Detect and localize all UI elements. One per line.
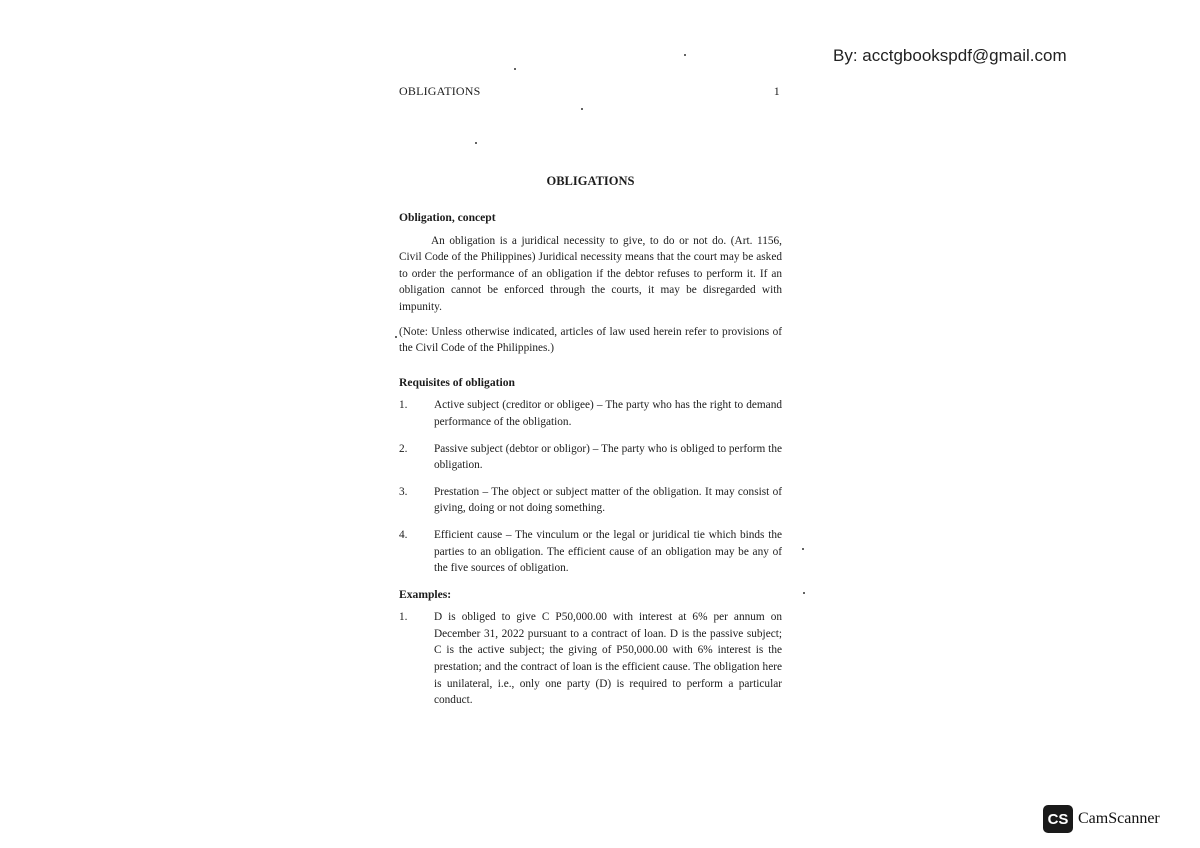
- scan-speck: [684, 54, 686, 56]
- list-item-number: 3.: [399, 485, 408, 498]
- document-page: [399, 84, 782, 707]
- list-item-number: 2.: [399, 442, 408, 455]
- scan-speck: [803, 592, 805, 594]
- scan-speck: [395, 336, 397, 338]
- list-item-number: 4.: [399, 528, 408, 541]
- list-item: [399, 609, 782, 709]
- list-item: [399, 527, 782, 577]
- chapter-title: OBLIGATIONS: [546, 174, 635, 188]
- camscanner-logo-icon: CS: [1043, 805, 1073, 833]
- document-body: [399, 210, 782, 719]
- list-item: [399, 441, 782, 474]
- list-item-text: Efficient cause – The vinculum or the legal or juridical tie which binds the parties to an obligation. The efficient cause of an obligation may be any of the five sources of obligation.: [434, 528, 782, 575]
- list-item-text: Active subject (creditor or obligee) – The party who has the right to demand performance of the obligation.: [434, 399, 782, 428]
- list-item: [399, 484, 782, 517]
- requisites-list: [399, 397, 782, 576]
- note-paragraph: (Note: Unless otherwise indicated, articles of law used herein refer to provisions of the Civil Code of the Philippines.): [399, 325, 782, 355]
- requisites-heading: Requisites of obligation: [399, 375, 515, 389]
- concept-paragraph: An obligation is a juridical necessity to give, to do or not do. (Art. 1156, Civil Code of the Philippines) Juridical necessity means that the court may be asked to order the performance of an obligation if the debtor refuses to perform it. If an obligation cannot be enforced through the courts, it may be disregarded with impunity.: [399, 234, 782, 313]
- scan-speck: [581, 108, 583, 110]
- list-item-text: Prestation – The object or subject matter of the obligation. It may consist of giving, doing or not doing something.: [434, 485, 782, 515]
- scan-speck: [802, 548, 804, 550]
- list-item-text: D is obliged to give C P50,000.00 with interest at 6% per annum on December 31, 2022 pursuant to a contract of loan. D is the passive subject; C is the active subject; the giving of P50,000.00 with 6% interest is the prestation; and the contract of loan is the efficient cause. The obligation here is unilateral, i.e., only one party (D) is required to perform a particular conduct.: [434, 611, 782, 707]
- scan-speck: [475, 142, 477, 144]
- concept-heading: Obligation, concept: [399, 211, 496, 224]
- list-item-text: Passive subject (debtor or obligor) – The party who is obliged to perform the obligation.: [434, 442, 782, 472]
- scan-speck: [514, 68, 516, 70]
- list-item-number: 1.: [399, 399, 408, 412]
- examples-list: [399, 609, 782, 709]
- page-number: 1: [773, 84, 780, 98]
- list-item: [399, 397, 782, 430]
- camscanner-label: CamScanner: [1078, 810, 1160, 827]
- camscanner-badge: [1043, 804, 1160, 834]
- examples-heading: Examples:: [399, 587, 452, 601]
- running-head: [399, 84, 782, 102]
- running-head-title: OBLIGATIONS: [399, 84, 481, 98]
- list-item-number: 1.: [399, 611, 408, 624]
- watermark-email: By: acctgbookspdf@gmail.com: [833, 46, 1067, 65]
